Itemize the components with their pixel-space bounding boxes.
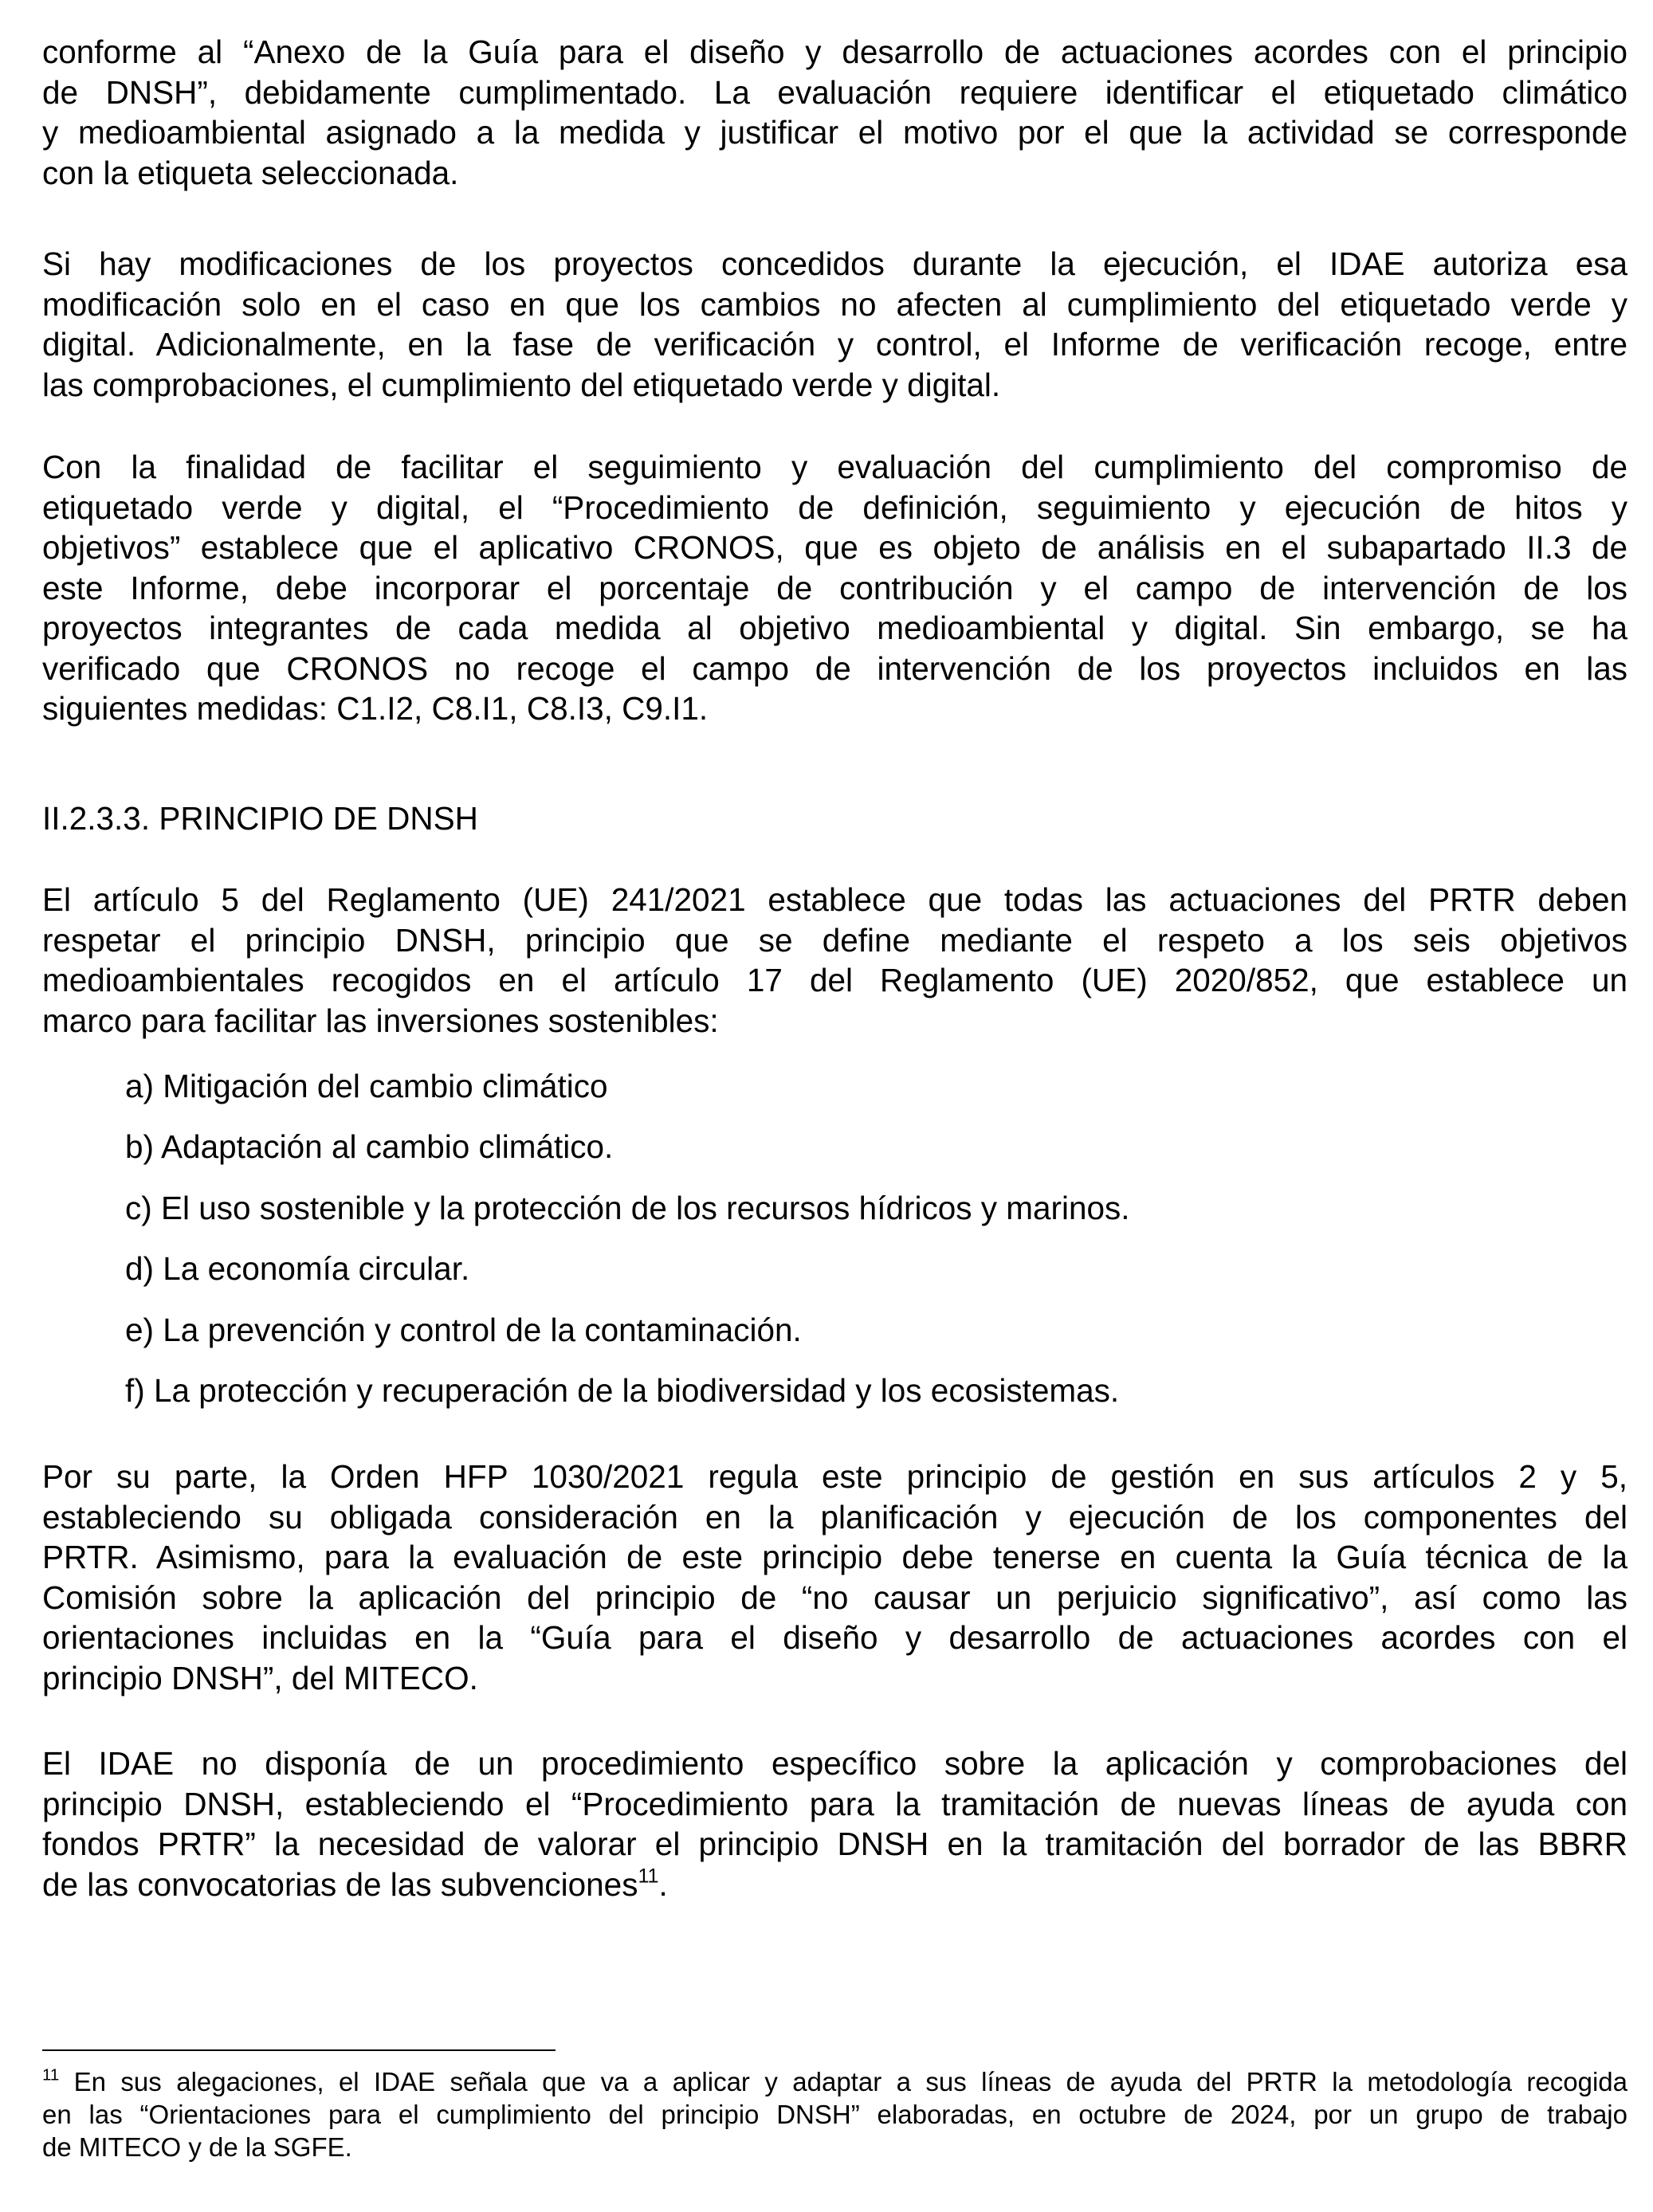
footnote-reference[interactable]: 11 [638, 1865, 659, 1888]
text-line: Comisión sobre la aplicación del principio de “no causar un perjuicio significativo”, así como las [42, 1579, 1627, 1616]
list-item: b) Adaptación al cambio climático. [125, 1128, 614, 1165]
paragraph-etiquetado-evaluacion [42, 32, 1627, 193]
text-line: orientaciones incluidas en la “Guía para el diseño y desarrollo de actuaciones acordes con el [42, 1619, 1627, 1656]
text-line: modificación solo en el caso en que los cambios no afecten al cumplimiento del etiquetado verde y [42, 285, 1627, 323]
list-item: a) Mitigación del cambio climático [125, 1068, 608, 1104]
text-line: siguientes medidas: C1.I2, C8.I1, C8.I3, C9.I1. [42, 690, 709, 727]
footnote-line: $^{11}$ En sus alegaciones, el IDAE señala que va a aplicar y adaptar a sus líneas de ayuda del PRTR la metodología recogida [42, 2065, 1627, 2096]
paragraph-idae-procedimiento [42, 1743, 1627, 1904]
paragraph-cronos [42, 447, 1627, 729]
text-line: y medioambiental asignado a la medida y justificar el motivo por el que la actividad se corresponde [42, 114, 1627, 151]
text-line: objetivos” establece que el aplicativo CRONOS, que es objeto de análisis en el subapartado II.3 de [42, 529, 1627, 566]
list-item: c) El uso sostenible y la protección de los recursos hídricos y marinos. [125, 1190, 1130, 1226]
paragraph-articulo-5 [42, 880, 1627, 1041]
text-line: este Informe, debe incorporar el porcentaje de contribución y el campo de intervención de los [42, 569, 1627, 606]
list-item: f) La protección y recuperación de la biodiversidad y los ecosistemas. [125, 1372, 1120, 1409]
text-line: PRTR. Asimismo, para la evaluación de este principio debe tenerse en cuenta la Guía técnica de la [42, 1539, 1627, 1575]
text-line: marco para facilitar las inversiones sostenibles: [42, 1002, 719, 1039]
footnote-line: en las “Orientaciones para el cumplimiento del principio DNSH” elaboradas, en octubre de 2024, por un grupo de trabajo [42, 2100, 1627, 2129]
footnote-separator [42, 2049, 556, 2051]
text-line: fondos PRTR” la necesidad de valorar el principio DNSH en la tramitación del borrador de las BBRR [42, 1826, 1627, 1862]
text-line: de DNSH”, debidamente cumplimentado. La evaluación requiere identificar el etiquetado climático [42, 73, 1627, 111]
text-line: principio DNSH, estableciendo el “Procedimiento para la tramitación de nuevas líneas de ayuda con [42, 1785, 1627, 1822]
footnote-line: de MITECO y de la SGFE. [42, 2132, 352, 2162]
text-line: Por su parte, la Orden HFP 1030/2021 regula este principio de gestión en sus artículos 2 y 5, [42, 1458, 1627, 1495]
text-line: Si hay modificaciones de los proyectos concedidos durante la ejecución, el IDAE autoriza esa [42, 245, 1627, 282]
list-item: d) La economía circular. [125, 1250, 470, 1287]
text-line: digital. Adicionalmente, en la fase de verificación y control, el Informe de verificación recoge, entre [42, 326, 1627, 363]
paragraph-orden-hfp [42, 1457, 1627, 1698]
text-line: principio DNSH”, del MITECO. [42, 1659, 478, 1696]
text-line: verificado que CRONOS no recoge el campo de intervención de los proyectos incluidos en las [42, 649, 1627, 687]
text-line: estableciendo su obligada consideración en la planificación y ejecución de los componentes del [42, 1498, 1627, 1535]
text-line: Con la finalidad de facilitar el seguimiento y evaluación del cumplimiento del compromiso de [42, 449, 1627, 485]
footnote-number: 11 [42, 2065, 60, 2085]
section-heading: II.2.3.3. PRINCIPIO DE DNSH [42, 800, 478, 837]
text-line: de las convocatorias de las subvenciones$^{11}$. [42, 1865, 668, 1903]
text: de las convocatorias de las subvenciones [42, 1865, 638, 1903]
text-line: proyectos integrantes de cada medida al objetivo medioambiental y digital. Sin embargo, se ha [42, 610, 1627, 646]
text-line: El IDAE no disponía de un procedimiento específico sobre la aplicación y comprobaciones del [42, 1745, 1627, 1782]
text-line: con la etiqueta seleccionada. [42, 154, 459, 191]
list-item: e) La prevención y control de la contaminación. [125, 1312, 802, 1348]
text-line: etiquetado verde y digital, el “Procedimiento de definición, seguimiento y ejecución de hitos y [42, 488, 1627, 526]
text-line: El artículo 5 del Reglamento (UE) 241/2021 establece que todas las actuaciones del PRTR deben [42, 881, 1627, 918]
paragraph-modificaciones [42, 244, 1627, 405]
text-line: medioambientales recogidos en el artículo 17 del Reglamento (UE) 2020/852, que establece un [42, 962, 1627, 998]
text-line: las comprobaciones, el cumplimiento del etiquetado verde y digital. [42, 366, 1001, 403]
text-line: respetar el principio DNSH, principio que se define mediante el respeto a los seis objetivos [42, 921, 1627, 959]
footnote [42, 2065, 1627, 2163]
text-line: conforme al “Anexo de la Guía para el diseño y desarrollo de actuaciones acordes con el principio [42, 33, 1627, 70]
